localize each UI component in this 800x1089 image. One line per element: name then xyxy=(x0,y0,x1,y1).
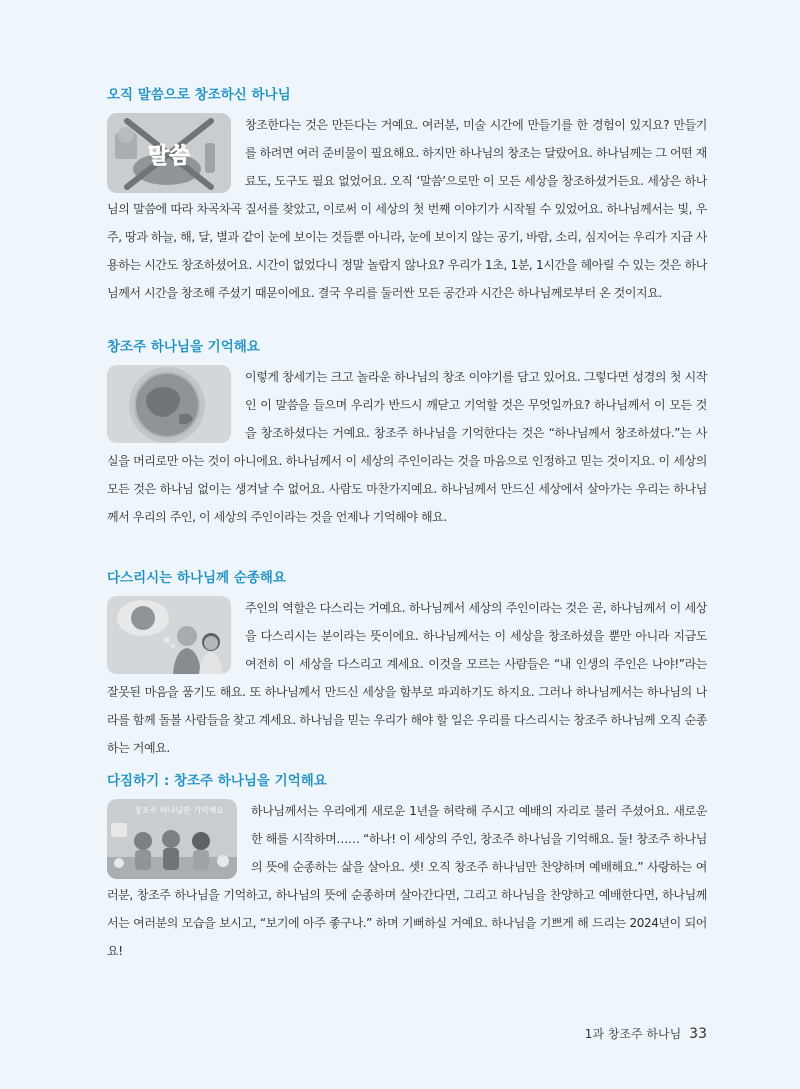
section-heading: 다스리시는 하나님께 순종해요 xyxy=(107,570,286,586)
illustration-earth-image xyxy=(107,365,231,443)
section-body: 창조한다는 것은 만든다는 거예요. 여러분, 미술 시간에 만들기를 한 경험이 있지요? 만들기를 하려면 여러 준비물이 필요해요. 하지만 하나님의 창조는 달랐어요. 하나님께는 그 어떤 재료도, 도구도 필요 없었어요. 오직 ‘말씀’으로만 이 모든 세상을 창조하셨거든요. 세상은 하나님의 말씀에 따라 차곡차곡 질서를 찾았고, 이로써 이 세상의 첫 번째 이야기가 시작될 수 있었어요. 하나님께서는 빛, 우주, 땅과 하늘, 해, 달, 별과 같이 눈에 보이는 것들뿐 아니라, 눈에 보이지 않는 공기, 바람, 소리, 심지어는 우리가 지금 사용하는 시간도 창조하셨어요. 시간이 없었다니 정말 놀랍지 않나요? 우리가 1초, 1분, 1시간을 헤아릴 수 있는 것은 하나님께서 시간을 창조해 주셨기 때문이에요. 결국 우리를 둘러싼 모든 공간과 시간은 하나님께로부터 온 것이지요. xyxy=(107,118,707,300)
section-creation-by-word xyxy=(107,85,707,307)
illustration-word-image xyxy=(107,113,231,193)
illustration-children-image xyxy=(107,799,237,879)
section-heading: 창조주 하나님을 기억해요 xyxy=(107,339,260,355)
section-resolution xyxy=(107,771,707,965)
section-body: 주인의 역할은 다스리는 거예요. 하나님께서 세상의 주인이라는 것은 곧, 하나님께서 이 세상을 다스리시는 분이라는 뜻이에요. 하나님께서는 이 세상을 창조하셨을 뿐만 아니라 지금도 여전히 이 세상을 다스리고 계세요. 이것을 모르는 사람들은 “내 인생의 주인은 나야!”라는 잘못된 마음을 품기도 해요. 또 하나님께서 만드신 세상을 함부로 파괴하기도 하지요. 그러나 하나님께서는 하나님의 나라를 함께 돌볼 사람들을 찾고 계세요. 하나님을 믿는 우리가 해야 할 일은 우리를 다스리시는 창조주 하나님께 오직 순종하는 거예요. xyxy=(107,601,707,755)
page-footer xyxy=(585,1025,707,1042)
section-heading: 오직 말씀으로 창조하신 하나님 xyxy=(107,87,291,103)
page-number: 33 xyxy=(689,1026,707,1042)
section-body: 이렇게 창세기는 크고 놀라운 하나님의 창조 이야기를 담고 있어요. 그렇다면 성경의 첫 시작인 이 말씀을 들으며 우리가 반드시 깨닫고 기억할 것은 무엇일까요? 하나님께서 이 모든 것을 창조하셨다는 거예요. 창조주 하나님을 기억한다는 것은 “하나님께서 창조하셨다.”는 사실을 머리로만 아는 것이 아니에요. 하나님께서 이 세상의 주인이라는 것을 마음으로 인정하고 믿는 것이지요. 이 세상의 모든 것은 하나님 없이는 생겨날 수 없어요. 사람도 마찬가지예요. 하나님께서 만드신 세상에서 살아가는 우리는 하나님께서 우리의 주인, 이 세상의 주인이라는 것을 언제나 기억해야 해요. xyxy=(107,370,707,524)
chapter-title: 1과 창조주 하나님 xyxy=(584,1027,682,1041)
section-remember-creator xyxy=(107,337,707,531)
section-body: 하나님께서는 우리에게 새로운 1년을 허락해 주시고 예배의 자리로 불러 주셨어요. 새로운 한 해를 시작하며…… “하나! 이 세상의 주인, 창조주 하나님을 기억해요. 둘! 창조주 하나님의 뜻에 순종하는 삶을 살아요. 셋! 오직 창조주 하나님만 찬양하며 예배해요.” 사랑하는 여러분, 창조주 하나님을 기억하고, 하나님의 뜻에 순종하며 살아간다면, 그리고 하나님을 찬양하고 예배한다면, 하나님께서는 여러분의 모습을 보시고, “보기에 아주 좋구나.” 하며 기뻐하실 거예요. 하나님을 기쁘게 해 드리는 2024년이 되어요! xyxy=(107,804,707,958)
section-heading: 다짐하기 : 창조주 하나님을 기억해요 xyxy=(107,773,327,789)
illustration-people-image xyxy=(107,596,231,674)
illustration-banner-label: 창조주 하나님만 기억해요 xyxy=(133,806,225,815)
illustration-label: 말씀 xyxy=(147,144,191,169)
section-obey-ruler xyxy=(107,568,707,762)
